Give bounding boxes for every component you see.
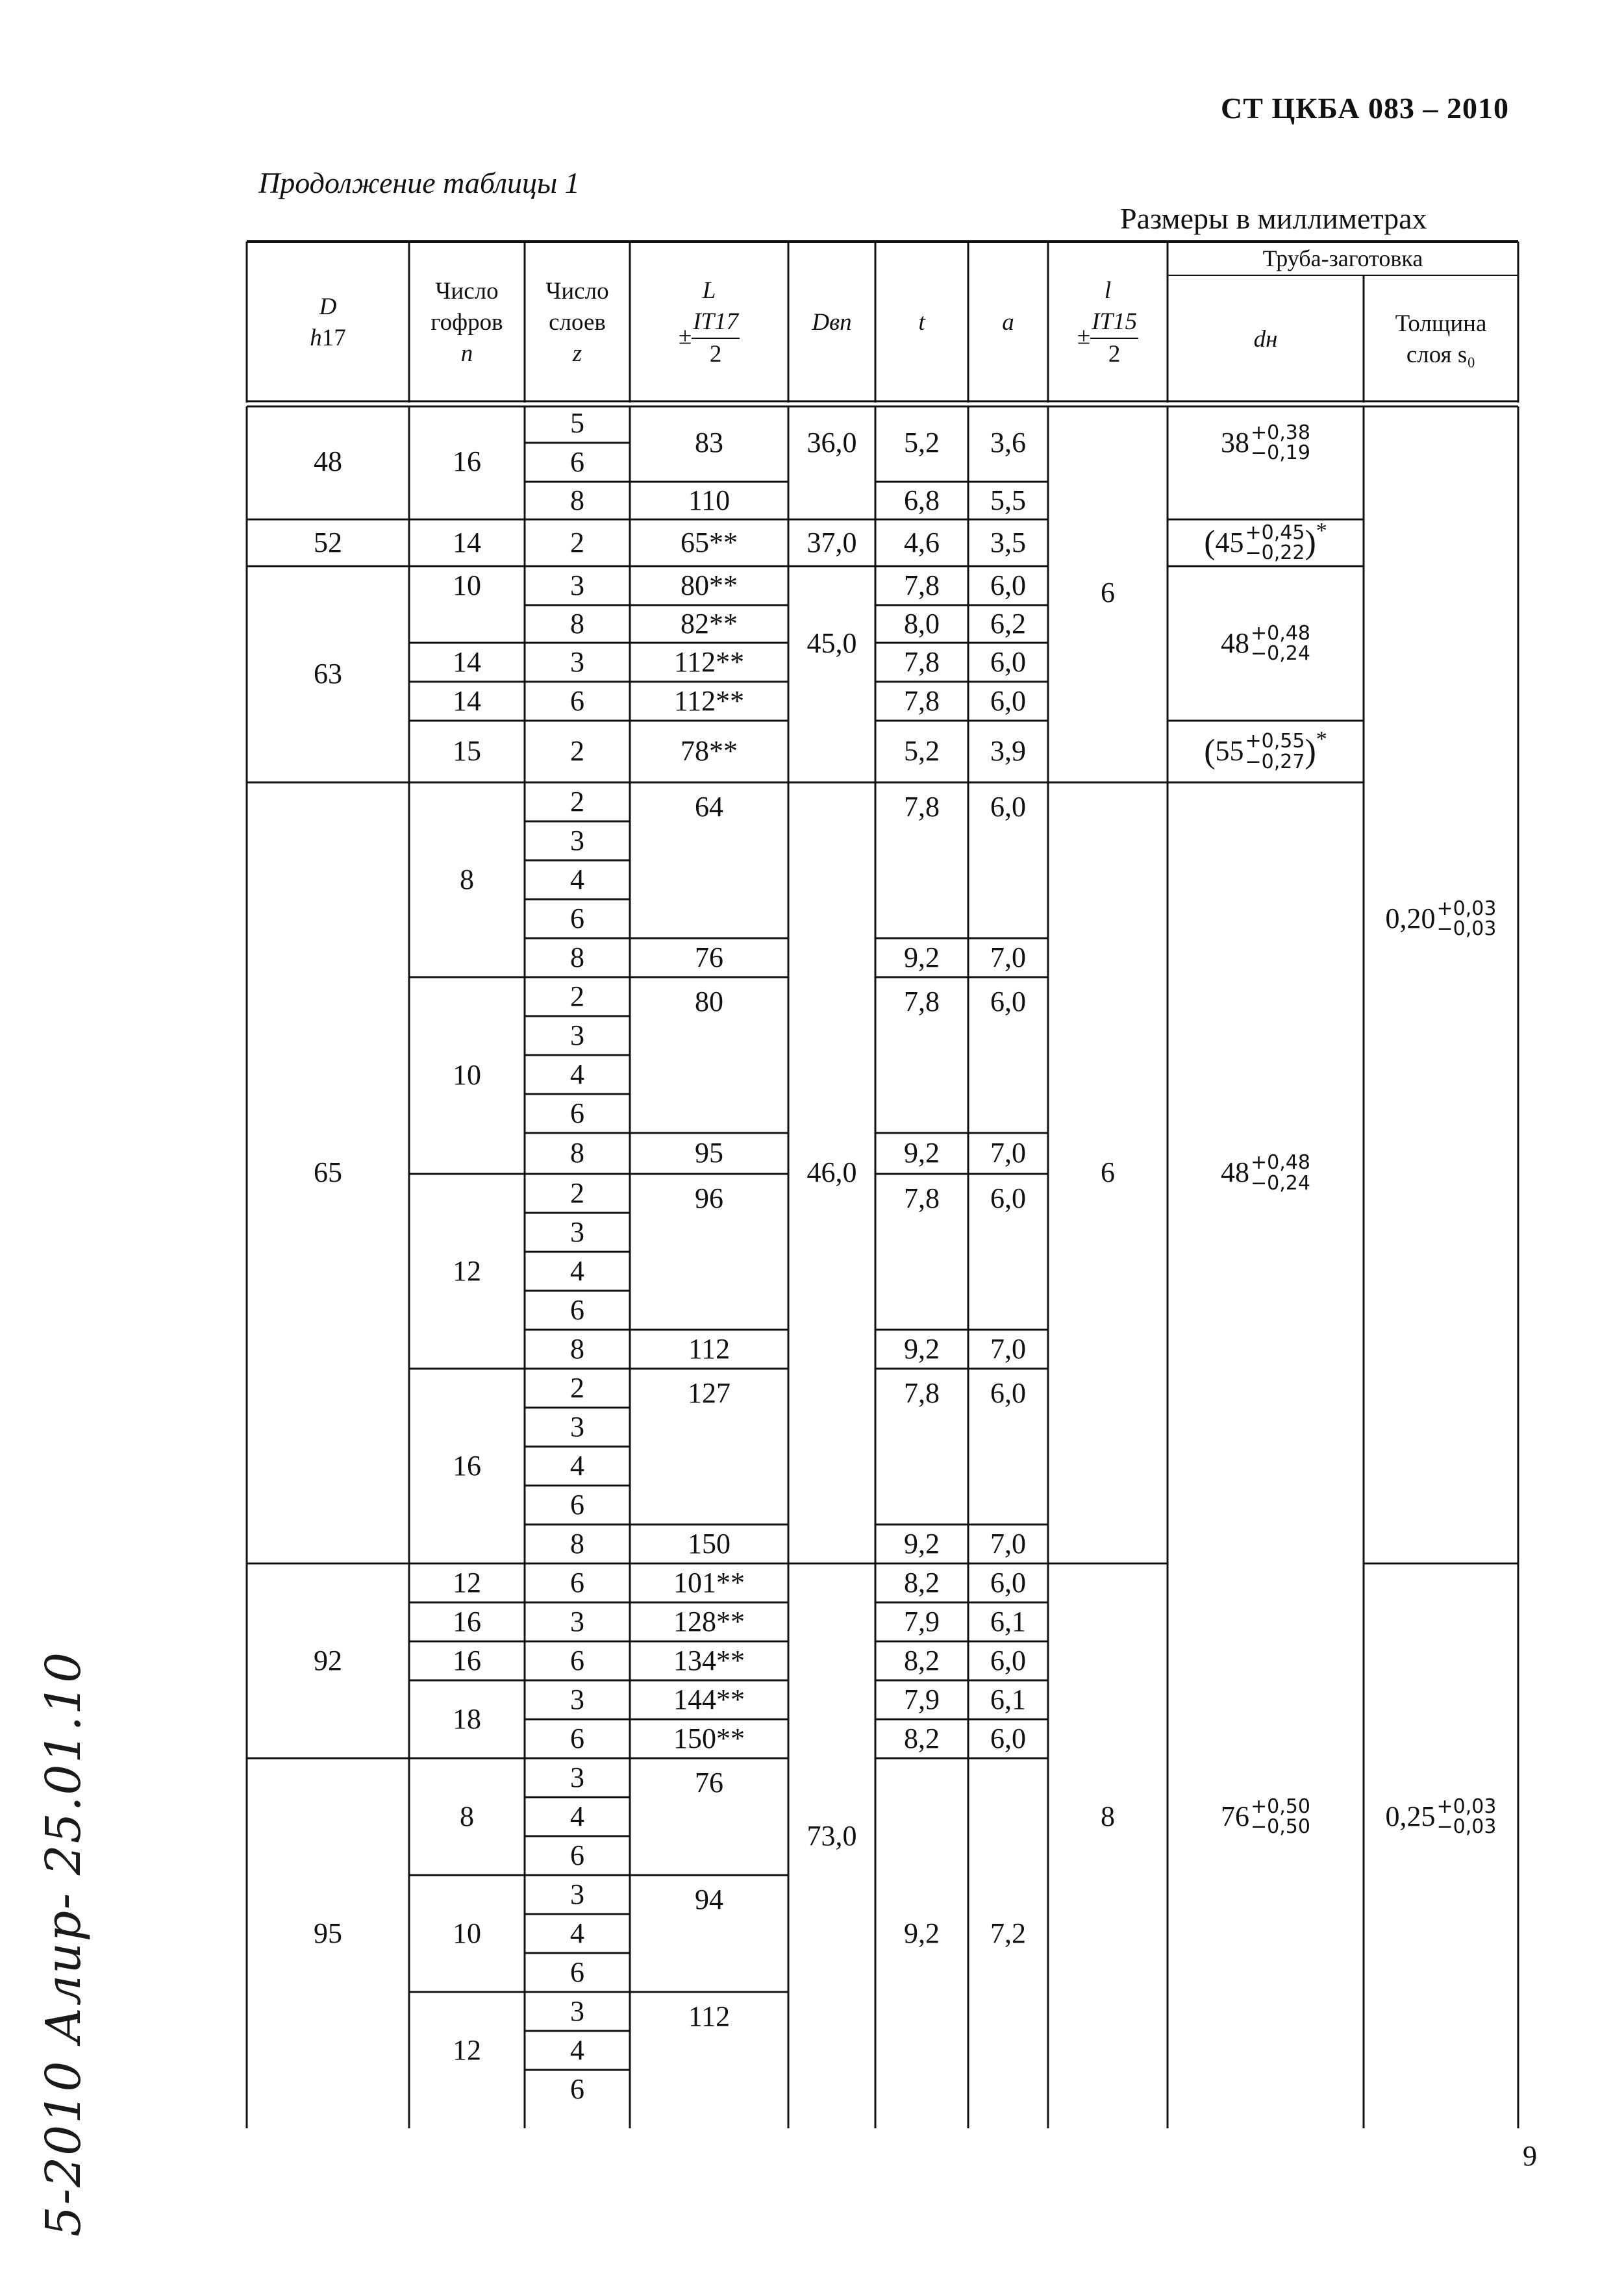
cell-D: 48 [314,445,342,477]
cell-z: 3 [570,1215,584,1248]
cell-z: 2 [570,1176,584,1209]
cell-z: 8 [570,1527,584,1560]
cell-L: 96 [695,1182,723,1214]
cell-l: 8 [1101,1800,1115,1832]
cell-z: 8 [570,1137,584,1169]
cell-n: 16 [453,445,481,477]
cell-n: 10 [453,1059,481,1091]
header-n: Число гофров n [431,277,503,367]
cell-t: 8,2 [904,1644,940,1676]
cell-z: 6 [570,2072,584,2105]
cell-a: 7,0 [990,941,1026,973]
cell-L: 128** [673,1605,745,1637]
document-code: СТ ЦКБА 083 – 2010 [1221,92,1510,125]
cell-n: 14 [453,526,481,558]
cell-n: 18 [453,1702,481,1735]
cell-z: 2 [570,526,584,558]
cell-n: 16 [453,1644,481,1676]
cell-n: 12 [453,1254,481,1287]
cell-s0: 0,20 +0,03 −0,03 [1385,897,1497,940]
cell-z: 6 [570,1839,584,1871]
cell-z: 6 [570,1097,584,1129]
header-D: D h17 [310,293,346,351]
cell-z: 2 [570,785,584,817]
cell-n: 14 [453,684,481,717]
cell-a: 7,0 [990,1527,1026,1560]
cell-z: 8 [570,1332,584,1365]
cell-n: 12 [453,2034,481,2066]
cell-dn: ( 55 +0,55 −0,27 ) * [1204,727,1327,773]
cell-t: 8,0 [904,607,940,640]
cell-t: 4,6 [904,526,940,558]
cell-z: 2 [570,735,584,767]
cell-z: 6 [570,684,584,717]
cell-t: 7,8 [904,1182,940,1214]
cell-Dvp: 73,0 [806,1819,857,1852]
cell-z: 3 [570,1605,584,1637]
cell-z: 8 [570,607,584,640]
cell-n: 10 [453,569,481,601]
cell-z: 6 [570,1293,584,1326]
units-note: Размеры в миллиметрах [1120,202,1427,235]
cell-a: 7,0 [990,1332,1026,1365]
cell-n: 16 [453,1449,481,1482]
cell-Dvp: 37,0 [806,526,857,558]
cell-a: 6,2 [990,607,1026,640]
cell-dn: 38 +0,38 −0,19 [1221,421,1310,464]
cell-z: 3 [570,1683,584,1715]
cell-n: 10 [453,1917,481,1949]
cell-t: 7,9 [904,1683,940,1715]
cell-z: 6 [570,902,584,934]
cell-z: 3 [570,1878,584,1910]
cell-t: 6,8 [904,484,940,516]
cell-z: 3 [570,1995,584,2027]
cell-n: 14 [453,645,481,678]
cell-z: 8 [570,484,584,516]
handwritten-signature-stamp: 5-2010 Алир- 25.01.10 [36,1650,92,2237]
header-t: t [918,308,925,336]
cell-a: 6,0 [990,1377,1026,1409]
header-a: a [1002,308,1014,336]
cell-z: 3 [570,1019,584,1051]
cell-Dvp: 46,0 [806,1156,857,1189]
cell-z: 3 [570,1410,584,1443]
cell-z: 4 [570,2034,584,2066]
cell-t: 7,9 [904,1605,940,1637]
cell-t: 9,2 [904,1137,940,1169]
cell-L: 65** [681,526,738,558]
cell-z: 5 [570,406,584,439]
cell-t: 9,2 [904,941,940,973]
cell-D: 92 [314,1644,342,1676]
cell-n: 8 [460,863,474,895]
cell-z: 3 [570,1761,584,1793]
cell-z: 6 [570,1722,584,1754]
cell-a: 3,5 [990,526,1026,558]
cell-a: 6,0 [990,1182,1026,1214]
cell-z: 6 [570,1644,584,1676]
cell-L: 95 [695,1137,723,1169]
cell-z: 4 [570,1917,584,1949]
cell-a: 6,0 [990,569,1026,601]
cell-t: 7,8 [904,569,940,601]
header-s0: Толщина слоя s₀ [1395,310,1487,368]
cell-Dvp: 36,0 [806,426,857,458]
header-L: L ± $\frac{IT17}{2}$ [678,277,739,368]
cell-L: 144** [673,1683,745,1715]
cell-t: 5,2 [904,735,940,767]
cell-z: 3 [570,645,584,678]
cell-L: 127 [688,1377,731,1409]
cell-a: 6,0 [990,645,1026,678]
cell-a: 6,0 [990,684,1026,717]
cell-L: 82** [681,607,738,640]
cell-l: 6 [1101,577,1115,609]
cell-z: 3 [570,569,584,601]
cell-n: 8 [460,1800,474,1832]
cell-z: 4 [570,1449,584,1482]
cell-a: 3,6 [990,426,1026,458]
cell-t: 7,8 [904,791,940,823]
cell-L: 150 [688,1527,731,1560]
header-dn: dн [1253,325,1278,353]
cell-L: 134** [673,1644,745,1676]
cell-L: 76 [695,941,723,973]
cell-L: 112 [688,2000,731,2032]
cell-dn: 76 +0,50 −0,50 [1221,1795,1310,1838]
cell-a: 7,0 [990,1137,1026,1169]
cell-D: 52 [314,526,342,558]
cell-L: 64 [695,791,723,823]
cell-L: 150** [673,1722,745,1754]
cell-D: 65 [314,1156,342,1189]
cell-l: 6 [1101,1156,1115,1189]
cell-z: 4 [570,1254,584,1287]
cell-t: 9,2 [904,1332,940,1365]
cell-t: 9,2 [904,1917,940,1949]
cell-z: 4 [570,863,584,895]
cell-n: 12 [453,1566,481,1599]
cell-t: 7,8 [904,1377,940,1409]
cell-a: 6,0 [990,986,1026,1017]
cell-z: 4 [570,1058,584,1090]
cell-z: 4 [570,1800,584,1832]
cell-L: 112 [688,1332,731,1365]
cell-L: 110 [688,484,731,516]
table-caption: Продолжение таблицы 1 [258,166,580,199]
cell-a: 7,2 [990,1917,1026,1949]
page-number: 9 [1523,2140,1537,2172]
cell-t: 9,2 [904,1527,940,1560]
cell-s0: 0,25 +0,03 −0,03 [1385,1795,1497,1838]
cell-dn: ( 45 +0,45 −0,22 ) * [1204,518,1327,564]
header-l: l ± $\frac{IT15}{2}$ [1077,277,1138,368]
cell-a: 3,9 [990,735,1026,767]
cell-L: 78** [681,735,738,767]
cell-a: 6,1 [990,1683,1026,1715]
cell-n: 15 [453,735,481,767]
cell-Dvp: 45,0 [806,627,857,659]
cell-a: 5,5 [990,484,1026,516]
cell-t: 7,8 [904,986,940,1017]
cell-t: 8,2 [904,1722,940,1754]
cell-L: 76 [695,1767,723,1798]
cell-D: 95 [314,1917,342,1949]
cell-a: 6,0 [990,1644,1026,1676]
cell-t: 7,8 [904,645,940,678]
cell-t: 8,2 [904,1566,940,1599]
cell-dn: 48 +0,48 −0,24 [1221,1151,1310,1195]
cell-D: 63 [314,658,342,690]
cell-z: 2 [570,1371,584,1404]
header-Dvp: Dвп [812,308,852,336]
header-z: Число слоев z [545,277,609,367]
cell-z: 2 [570,980,584,1012]
cell-L: 80** [681,569,738,601]
cell-L: 83 [695,426,723,458]
cell-z: 3 [570,824,584,856]
cell-z: 8 [570,941,584,973]
cell-a: 6,1 [990,1605,1026,1637]
header-pipe-group: Труба-заготовка [1262,245,1423,271]
cell-z: 6 [570,445,584,478]
cell-a: 6,0 [990,791,1026,823]
cell-n: 16 [453,1605,481,1637]
cell-L: 80 [695,986,723,1017]
cell-z: 6 [570,1566,584,1599]
cell-a: 6,0 [990,1722,1026,1754]
cell-z: 6 [570,1956,584,1988]
cell-L: 101** [673,1566,745,1599]
cell-dn: 48 +0,48 −0,24 [1221,621,1310,665]
cell-t: 5,2 [904,426,940,458]
cell-L: 112** [673,684,745,717]
cell-a: 6,0 [990,1566,1026,1599]
cell-t: 7,8 [904,684,940,717]
cell-L: 112** [673,645,745,678]
cell-z: 6 [570,1488,584,1521]
cell-L: 94 [695,1884,723,1915]
